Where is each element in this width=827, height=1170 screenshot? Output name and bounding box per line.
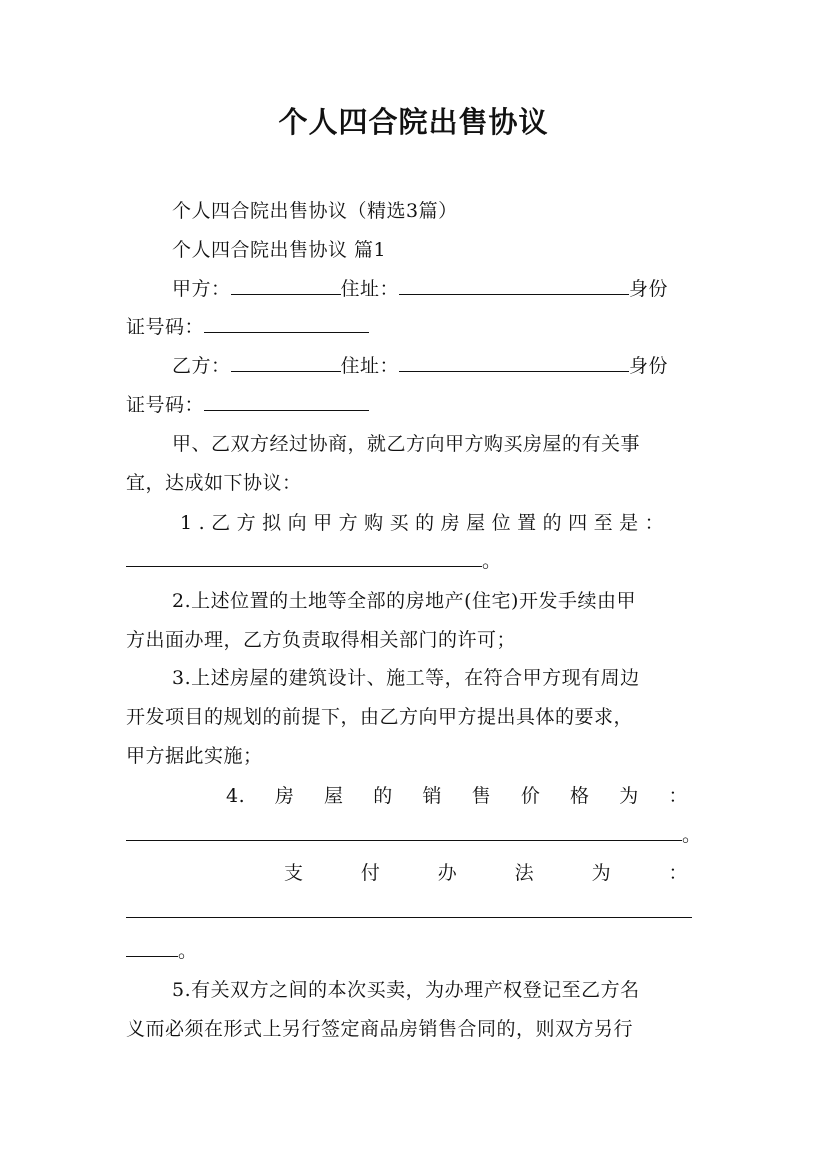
- payment-line: [284, 860, 688, 886]
- payment-blank-2: [126, 938, 178, 957]
- item-3-line-3: 甲方据此实施；: [126, 745, 263, 767]
- subtitle-line: 个人四合院出售协议（精选3篇）: [172, 200, 458, 222]
- item-2-line-1: 2.上述位置的土地等全部的房地产(住宅)开发手续由甲: [172, 590, 636, 612]
- payment-char: 法: [514, 862, 535, 884]
- item-4-char: 屋: [324, 785, 344, 807]
- party-b-id-blank: [204, 392, 369, 411]
- section-heading: 个人四合院出售协议 篇1: [172, 239, 387, 261]
- party-b-name-blank: [231, 353, 341, 372]
- party-b-address-label: 住址：: [340, 355, 400, 377]
- party-a-id-label-end: 证号码：: [126, 316, 205, 338]
- payment-blank-line-1: [126, 899, 701, 925]
- item-5-line-1: 5.有关双方之间的本次买卖，为办理产权登记至乙方名: [172, 979, 640, 1001]
- item-4-char: ：: [668, 785, 688, 807]
- party-a-id-label-start: 身份: [629, 278, 669, 300]
- party-a-id-blank: [204, 314, 369, 333]
- item-4-char: 的: [373, 785, 393, 807]
- item-1-location-blank: [126, 548, 482, 567]
- item-4-blank-line: [126, 822, 701, 848]
- party-a-id-line: [126, 314, 701, 340]
- item-3-line-1: 3.上述房屋的建筑设计、施工等，在符合甲方现有周边: [172, 667, 640, 689]
- item-4-char: 4.: [226, 785, 246, 807]
- payment-char: ：: [668, 862, 688, 884]
- payment-period: 。: [178, 940, 198, 962]
- intro-line-1: 甲、乙双方经过协商，就乙方向甲方购买房屋的有关事: [172, 433, 641, 455]
- payment-blank-1: [126, 899, 692, 918]
- item-4-line: [226, 783, 688, 809]
- item-4-char: 价: [520, 785, 541, 807]
- item-1-period: 。: [482, 550, 502, 572]
- party-b-id-label-end: 证号码：: [126, 394, 205, 416]
- payment-char: 支: [284, 862, 304, 884]
- payment-char: 为: [591, 862, 612, 884]
- party-b-label: 乙方：: [172, 355, 231, 377]
- party-a-label: 甲方：: [172, 278, 231, 300]
- item-1-blank-line: [126, 548, 701, 574]
- document-title: 个人四合院出售协议: [278, 105, 549, 139]
- payment-blank-line-2: [126, 938, 701, 964]
- party-b-address-blank: [399, 353, 629, 372]
- item-4-char: 房: [274, 785, 295, 807]
- item-4-char: 售: [471, 785, 492, 807]
- item-5-line-2: 义而必须在形式上另行签定商品房销售合同的，则双方另行: [126, 1018, 634, 1040]
- party-b-id-label-start: 身份: [629, 355, 669, 377]
- item-4-char: 销: [422, 785, 442, 807]
- item-4-price-blank: [126, 822, 682, 841]
- item-3-line-2: 开发项目的规划的前提下，由乙方向甲方提出具体的要求，: [126, 706, 634, 728]
- payment-char: 办: [437, 862, 458, 884]
- item-1-line: 1.乙方拟向甲方购买的房屋位置的四至是：: [180, 512, 671, 534]
- party-a-address-blank: [399, 276, 629, 295]
- party-a-line: [172, 276, 701, 302]
- item-4-char: 为: [619, 785, 639, 807]
- payment-char: 付: [360, 862, 381, 884]
- item-2-line-2: 方出面办理，乙方负责取得相关部门的许可；: [126, 629, 517, 651]
- item-4-char: 格: [570, 785, 590, 807]
- party-a-address-label: 住址：: [340, 278, 400, 300]
- party-b-id-line: [126, 392, 701, 418]
- item-4-period: 。: [682, 824, 702, 846]
- party-a-name-blank: [231, 276, 341, 295]
- party-b-line: [172, 353, 701, 379]
- intro-line-2: 宜，达成如下协议：: [126, 472, 302, 494]
